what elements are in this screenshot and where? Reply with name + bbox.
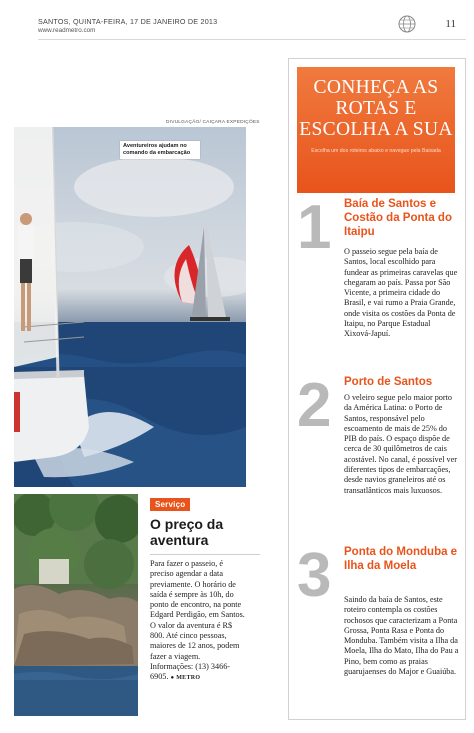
island-photo <box>14 494 138 716</box>
page-header <box>38 15 466 40</box>
divider <box>150 554 260 555</box>
routes-banner <box>297 67 455 193</box>
route-body: O passeio segue pela baía de Santos, local escolhido para fundear as primeiras caravelas que chegaram ao país. Passa por São Vicente, a primeira cidade do Brasil, e vai rumo a Praia Grande, onde visita os costões da Ponta de Itaipu, no Parque Estadual Xixová-Japuí. <box>344 247 458 339</box>
route-number: 2 <box>297 371 332 440</box>
route-number: 3 <box>297 541 332 610</box>
service-tag: Serviço <box>150 498 190 511</box>
photo-caption: Aventureiros ajudam no comando da embarcação <box>120 141 200 159</box>
metro-signature: ● METRO <box>170 675 201 682</box>
route-body: Saindo da baía de Santos, este roteiro contempla os costões rochosos que caracterizam a Ponta Grossa, Ponta Rasa e Ponta do Monduba. Também visita a Ilha da Moela, Ilha do Mato, Ilha do Pau a Pino, bem como as praias guarujaenses do Major e Guaiúba. <box>344 595 459 677</box>
site-url: www.readmetro.com <box>38 27 96 34</box>
dateline: SANTOS, QUINTA-FEIRA, 17 DE JANEIRO DE 2013 <box>38 17 218 26</box>
route-item <box>297 541 459 715</box>
service-title: O preço da aventura <box>150 516 224 548</box>
route-item <box>297 193 459 377</box>
service-body <box>150 559 245 684</box>
route-number: 1 <box>297 193 332 262</box>
sailboat-photo <box>14 127 246 487</box>
route-title: Porto de Santos <box>344 376 433 388</box>
route-title: Baía de Santos e Costão da Ponta do Itaipu <box>344 198 452 238</box>
route-body: O veleiro segue pelo maior porto da América Latina: o Porto de Santos, responsável pelo escoamento de mais de 25% do PIB do país. O espaço dispõe de cerca de 30 quilômetros de cais acostável. No canal, é possível ver diferentes tipos de embarcações, desde navios graneleiros até os transatlânticos mais luxuosos. <box>344 393 457 495</box>
route-item <box>297 371 459 545</box>
service-text: Para fazer o passeio, é preciso agendar a data previamente. O horário de saída é sempre às 10h, do ponto de encontro, na ponte Edgard Perdigão, em Santos. O valor da aventura é R$ 800. Até cinco pessoas, maiores de 12 anos, podem fazer a viagem. Informações: (13) 3466-6905. <box>150 559 245 682</box>
routes-subtitle: Escolha um dos roteiros abaixo e navegue pela Baixada <box>311 148 441 154</box>
service-box <box>150 494 260 716</box>
photo-credit: DIVULGAÇÃO/ CAIÇARA EXPEDIÇÕES <box>166 120 260 125</box>
routes-sidebar <box>288 58 466 720</box>
globe-icon <box>398 15 416 38</box>
page-number: 11 <box>445 18 456 30</box>
route-title: Ponta do Monduba e Ilha da Moela <box>344 546 458 572</box>
routes-title: CONHEÇA AS ROTAS E ESCOLHA A SUA <box>299 77 453 140</box>
